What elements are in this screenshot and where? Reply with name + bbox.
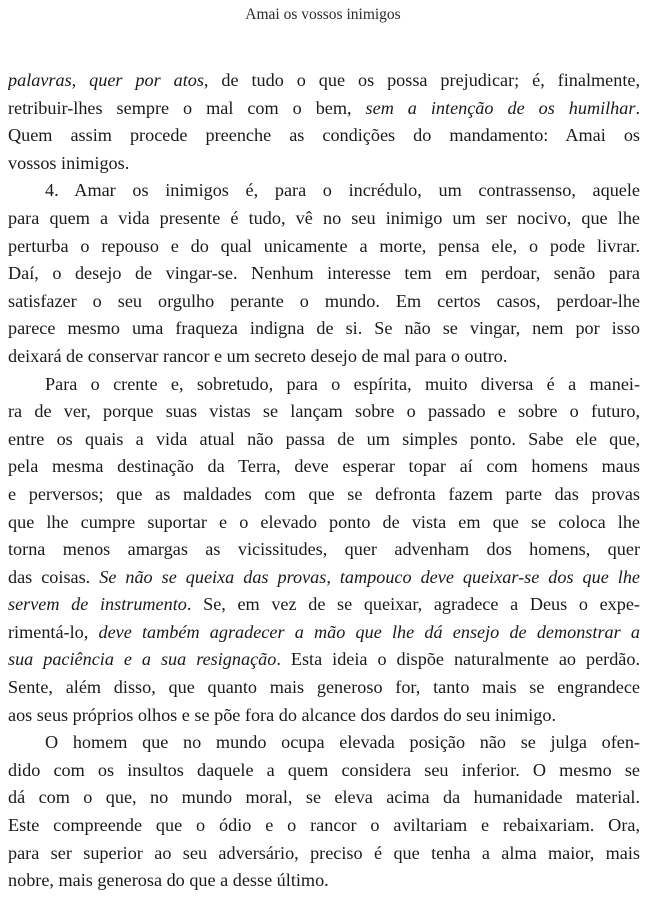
text-run: rimentá-lo,	[8, 621, 99, 642]
italic-run: palavras, quer por atos	[8, 70, 204, 90]
text-run: pela mesma destinação da Terra, deve esperar topar aí com homens maus	[8, 456, 640, 477]
paragraph-start-line	[8, 729, 640, 757]
text-run: . Esta ideia o dispõe naturalmente ao perdão.	[276, 649, 640, 670]
text-line	[8, 591, 640, 619]
text-line	[8, 288, 640, 316]
text-run: satisfazer o seu orgulho perante o mundo. Em certos casos, perdoar-lhe	[8, 290, 640, 311]
text-line	[8, 343, 640, 371]
italic-run: Se não se queixa das provas, tampouco deve queixar-se dos que lhe	[99, 566, 640, 587]
text-run: retribuir-lhes sempre o mal com o bem,	[8, 97, 366, 118]
text-run: .	[635, 97, 640, 118]
text-line	[8, 674, 640, 702]
text-run: deixará de conservar rancor e um secreto desejo de mal para o outro.	[8, 345, 508, 366]
text-line	[8, 481, 640, 509]
text-line	[8, 260, 640, 288]
text-run: Quem assim procede preenche as condições do mandamento: Amai os	[8, 125, 640, 146]
text-run: dá com o que, no mundo moral, se eleva acima da humanidade material.	[8, 787, 640, 808]
text-run: 4. Amar os inimigos é, para o incrédulo, um contrassenso, aquele	[45, 180, 640, 201]
text-line	[8, 509, 640, 537]
text-line	[8, 426, 640, 454]
text-line	[8, 453, 640, 481]
text-line	[8, 122, 640, 150]
text-run: dido com os insultos daquele a quem considera seu inferior. O mesmo se	[8, 759, 640, 780]
italic-run: deve também agradecer a mão que lhe dá ensejo de demonstrar a	[98, 621, 640, 642]
paragraph-start-line	[8, 371, 640, 399]
text-run: vossos inimigos.	[8, 152, 130, 173]
text-line	[8, 646, 640, 674]
text-line	[8, 619, 640, 647]
text-line	[8, 95, 640, 123]
text-run: aos seus próprios olhos e se põe fora do alcance dos dardos do seu inimigo.	[8, 704, 557, 725]
text-line	[8, 536, 640, 564]
text-run: que lhe cumpre suportar e o elevado ponto de vista em que se coloca lhe	[8, 511, 640, 532]
paragraph-start-line	[8, 177, 640, 205]
text-run: para ser superior ao seu adversário, preciso é que tenha a alma maior, mais	[8, 842, 640, 863]
text-run: Para o crente e, sobretudo, para o espírita, muito diversa é a manei-	[45, 373, 640, 394]
text-run: Daí, o desejo de vingar-se. Nenhum interesse tem em perdoar, senão para	[8, 263, 640, 284]
text-line	[8, 812, 640, 840]
text-line	[8, 398, 640, 426]
text-line	[8, 67, 640, 95]
text-run: Este compreende que o ódio e o rancor o aviltariam e rebaixariam. Ora,	[8, 815, 640, 836]
text-run: . Se, em vez de se queixar, agradece a Deus o expe-	[186, 594, 640, 615]
italic-run: servem de instrumento	[8, 594, 187, 615]
running-head: Amai os vossos inimigos	[245, 6, 401, 23]
text-run: perturba o repouso e do qual unicamente a morte, pensa ele, o pode livrar.	[8, 235, 640, 256]
text-run: ra de ver, porque suas vistas se lançam sobre o passado e sobre o futuro,	[8, 401, 640, 422]
text-run: e perversos; que as maldades com que se defronta fazem parte das provas	[8, 483, 640, 504]
text-line	[8, 757, 640, 785]
text-line	[8, 702, 640, 730]
text-line	[8, 564, 640, 592]
text-run: , de tudo o que os possa prejudicar; é, finalmente,	[203, 70, 640, 90]
text-line	[8, 784, 640, 812]
text-run: O homem que no mundo ocupa elevada posição não se julga ofen-	[45, 732, 640, 753]
text-line	[8, 205, 640, 233]
text-line	[8, 867, 640, 895]
text-run: torna menos amargas as vicissitudes, quer advenham dos homens, quer	[8, 539, 640, 560]
italic-run: sua paciência e a sua resignação	[8, 649, 277, 670]
text-line	[8, 315, 640, 343]
text-run: nobre, mais generosa do que a desse último.	[8, 870, 329, 891]
text-run: para quem a vida presente é tudo, vê no seu inimigo um ser nocivo, que lhe	[8, 207, 640, 228]
body-text	[8, 67, 640, 895]
text-run: Sente, além disso, que quanto mais generoso for, tanto mais se engrandece	[8, 677, 640, 698]
italic-run: sem a intenção de os humilhar	[365, 97, 636, 118]
text-line	[8, 233, 640, 261]
text-run: parece mesmo uma fraqueza indigna de si. Se não se vingar, nem por isso	[8, 318, 640, 339]
text-run: das coisas.	[8, 566, 100, 587]
text-line	[8, 840, 640, 868]
text-line	[8, 150, 640, 178]
text-run: entre os quais a vida atual não passa de um simples ponto. Sabe ele que,	[8, 428, 640, 449]
